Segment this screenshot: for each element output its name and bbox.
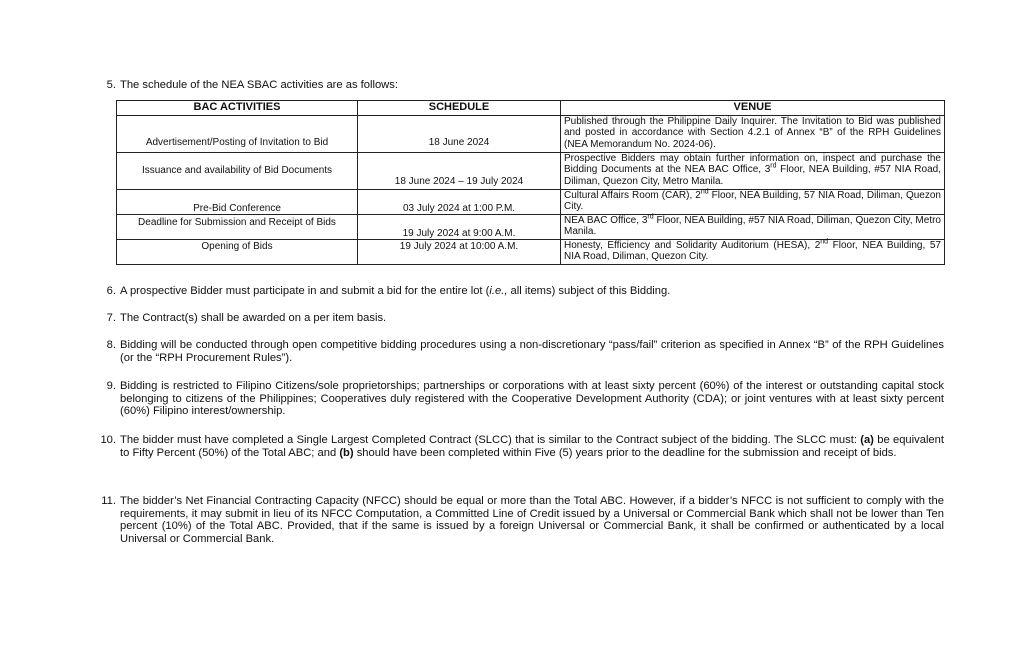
activity-cell: Opening of Bids: [117, 240, 358, 265]
table-row: [117, 116, 945, 153]
table-row: [117, 240, 945, 265]
item-number: 5.: [106, 79, 116, 91]
table-row: [117, 215, 945, 240]
activity-cell: Pre-Bid Conference: [117, 190, 358, 215]
activity-cell: Advertisement/Posting of Invitation to Bid: [117, 116, 358, 153]
item-10: [96, 434, 944, 459]
activity-cell: Issuance and availability of Bid Documents: [117, 153, 358, 190]
venue-cell: Honesty, Efficiency and Solidarity Auditorium (HESA), 2nd Floor, NEA Building, 57 NIA Road, Diliman, Quezon City.: [561, 240, 945, 265]
bac-schedule-table: [116, 100, 945, 265]
item-8: [96, 339, 944, 364]
item-number: 11.: [101, 495, 116, 507]
schedule-cell: 19 July 2024 at 9:00 A.M.: [358, 215, 561, 240]
header-venue: VENUE: [561, 101, 945, 116]
venue-cell: Prospective Bidders may obtain further information on, inspect and purchase the Bidding Documents at the NEA BAC Office, 3rd Floor, NEA Building, #57 NIA Road, Diliman, Quezon City, Metro Manila.: [561, 153, 945, 190]
header-bac-activities: BAC ACTIVITIES: [117, 101, 358, 116]
schedule-cell: 19 July 2024 at 10:00 A.M.: [358, 240, 561, 265]
table-row: [117, 190, 945, 215]
venue-cell: Cultural Affairs Room (CAR), 2nd Floor, NEA Building, 57 NIA Road, Diliman, Quezon City.: [561, 190, 945, 215]
item-5: [96, 79, 944, 92]
activity-cell: Deadline for Submission and Receipt of Bids: [117, 215, 358, 240]
item-11: [96, 495, 944, 545]
item-number: 10.: [100, 434, 116, 446]
item-7: [96, 312, 944, 325]
schedule-cell: 18 June 2024 – 19 July 2024: [358, 153, 561, 190]
item-number: 8.: [106, 339, 116, 351]
item-9: [96, 380, 944, 418]
table-row: [117, 153, 945, 190]
venue-cell: NEA BAC Office, 3rd Floor, NEA Building, #57 NIA Road, Diliman, Quezon City, Metro Manila.: [561, 215, 945, 240]
item-number: 6.: [106, 285, 116, 297]
item-text: The bidder must have completed a Single Largest Completed Contract (SLCC) that is similar to the Contract subject of the bidding. The SLCC must: (a) be equivalent to Fifty Percent (50%) of the Total ABC; and (b) should have been completed within Five (5) years prior to the deadline for the submission and receipt of bids.: [120, 434, 944, 459]
item-text: The bidder’s Net Financial Contracting Capacity (NFCC) should be equal or more than the Total ABC. However, if a bidder’s NFCC is not sufficient to comply with the requirements, it may submit in lieu of its NFCC Computation, a Committed Line of Credit issued by a Universal or Commercial Bank which shall not be lower than Ten percent (10%) of the Total ABC. Provided, that if the same is issued by a foreign Universal or Commercial Bank, it shall be confirmed or authenticated by a local Universal or Commercial Bank.: [120, 495, 944, 545]
item-text: The schedule of the NEA SBAC activities are as follows:: [120, 79, 398, 91]
item-text: A prospective Bidder must participate in and submit a bid for the entire lot (i.e., all items) subject of this Bidding.: [120, 285, 671, 297]
item-number: 9.: [106, 380, 116, 392]
item-number: 7.: [106, 312, 116, 324]
item-text: The Contract(s) shall be awarded on a per item basis.: [120, 312, 387, 324]
item-text: Bidding is restricted to Filipino Citizens/sole proprietorships; partnerships or corporations with at least sixty percent (60%) of the interest or outstanding capital stock belonging to citizens of the Philippines; Cooperatives duly registered with the Cooperative Development Authority (CDA); or joint ventures with at least sixty percent (60%) Filipino interest/ownership.: [120, 380, 944, 418]
venue-cell: Published through the Philippine Daily Inquirer. The Invitation to Bid was published and posted in accordance with Section 4.2.1 of Annex “B” of the RPH Guidelines (NEA Memorandum No. 2024-06).: [561, 116, 945, 153]
schedule-cell: 18 June 2024: [358, 116, 561, 153]
header-schedule: SCHEDULE: [358, 101, 561, 116]
item-text: Bidding will be conducted through open competitive bidding procedures using a non-discretionary “pass/fail” criterion as specified in Annex “B” of the RPH Guidelines (or the “RPH Procurement Rules”).: [120, 339, 944, 364]
table-header-row: [117, 101, 945, 116]
item-6: [96, 285, 944, 298]
schedule-cell: 03 July 2024 at 1:00 P.M.: [358, 190, 561, 215]
